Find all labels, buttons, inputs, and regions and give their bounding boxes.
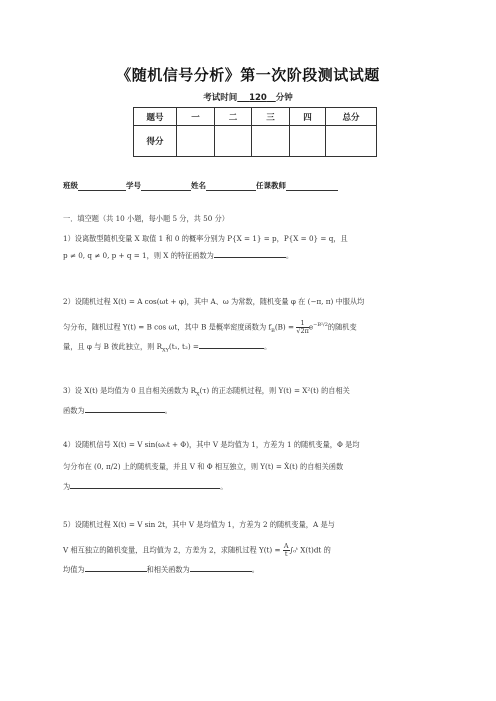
teacher-label: 任课教师 <box>256 181 286 190</box>
exam-time <box>0 91 496 103</box>
q3-line1: 3）设 X(t) 是均值为 0 且自相关函数为 $R_X(\tau)$ 的正态随机过程，则 Y(t) = X²(t) 的自相关 <box>63 386 350 398</box>
q5-fraction: $\frac{A}{t}$ <box>283 542 289 558</box>
student-info-line <box>63 180 338 191</box>
score-table <box>133 107 377 157</box>
score-cell[interactable] <box>290 126 326 157</box>
q4-answer-blank[interactable] <box>70 481 220 489</box>
q5-line1: 5）设随机过程 X(t) = V sin 2t，其中 V 是均值为 1，方差为 2 的随机变量，A 是与 <box>63 520 335 529</box>
q1-line2: p ≠ 0, q ≠ 0, p + q = 1，则 X 的特征函数为 。 <box>63 251 294 260</box>
header-cell: 四 <box>290 108 326 126</box>
teacher-field[interactable] <box>286 182 338 191</box>
section-heading: 一．填空题（共 10 小题，每小题 5 分，共 50 分） <box>63 214 229 223</box>
q5-line3: 均值为 和相关函数为 。 <box>63 565 259 574</box>
name-label: 姓名 <box>191 181 206 190</box>
header-cell: 二 <box>215 108 252 126</box>
q5-line2: V 相互独立的随机变量，且均值为 2，方差为 2，求随机过程 Y(t) = $\frac{A}{t}$ ∫₀ᵗ X(t)dt 的 <box>63 542 331 558</box>
class-field[interactable] <box>78 182 126 191</box>
q4-line1: 4）设随机信号 X(t) = V sin(ω₀t + Φ)，其中 V 是均值为 1，方差为 1 的随机变量，Φ 是均 <box>63 440 360 449</box>
q4-line2: 匀分布在 (0, π/2) 上的随机变量，并且 V 和 Φ 相互独立，则 Y(t) = Ẋ(t) 的自相关函数 <box>63 462 344 471</box>
student-id-field[interactable] <box>141 182 191 191</box>
q5-mean-blank[interactable] <box>85 564 147 572</box>
score-cell[interactable] <box>215 126 252 157</box>
q5-correlation-blank[interactable] <box>190 564 252 572</box>
q1-line1: 1）设离散型随机变量 X 取值 1 和 0 的概率分别为 P{X = 1} = p，P{X = 0} = q，且 <box>63 234 348 243</box>
q2-fraction: $\frac{1}{√2\pi}$ <box>296 319 309 335</box>
name-field[interactable] <box>206 182 256 191</box>
header-cell: 三 <box>252 108 290 126</box>
header-cell: 一 <box>177 108 215 126</box>
q4-line3: 为 。 <box>63 482 228 491</box>
header-cell: 总分 <box>326 108 377 126</box>
score-cell[interactable] <box>326 126 377 157</box>
score-cell[interactable] <box>177 126 215 157</box>
score-table-score-row <box>134 126 377 157</box>
exam-time-label: 考试时间 <box>203 93 238 103</box>
q1-answer-blank[interactable] <box>214 250 286 258</box>
q2-answer-blank[interactable] <box>199 341 264 349</box>
q2-line3: 量，且 φ 与 B 彼此独立，则 $R_{XY}(t_1$, t₂) = 。 <box>63 342 272 354</box>
q2-line2: 匀分布，随机过程 Y(t) = B cos ωt，其中 B 是概率密度函数为 $f_B(B)$ = $\frac{1}{√2\pi}$ $e^{-B^2/2}$的随机变 <box>63 319 357 335</box>
student-id-label: 学号 <box>126 181 141 190</box>
q2-line1: 2）设随机过程 X(t) = A cos(ωt + φ)，其中 A、ω 为常数，随机变量 φ 在 (−π, π) 中服从均 <box>63 297 365 306</box>
score-cell[interactable] <box>252 126 290 157</box>
page-title: 《随机信号分析》第一次阶段测试试题 <box>116 66 380 84</box>
score-table-header-row <box>134 108 377 126</box>
exam-time-value: 120 <box>249 93 267 103</box>
q3-answer-blank[interactable] <box>85 405 165 413</box>
header-cell: 题号 <box>134 108 177 126</box>
q3-line2: 函数为 。 <box>63 406 172 415</box>
score-row-label: 得分 <box>134 126 177 157</box>
exam-time-unit: 分钟 <box>275 93 293 103</box>
class-label: 班级 <box>63 181 78 190</box>
